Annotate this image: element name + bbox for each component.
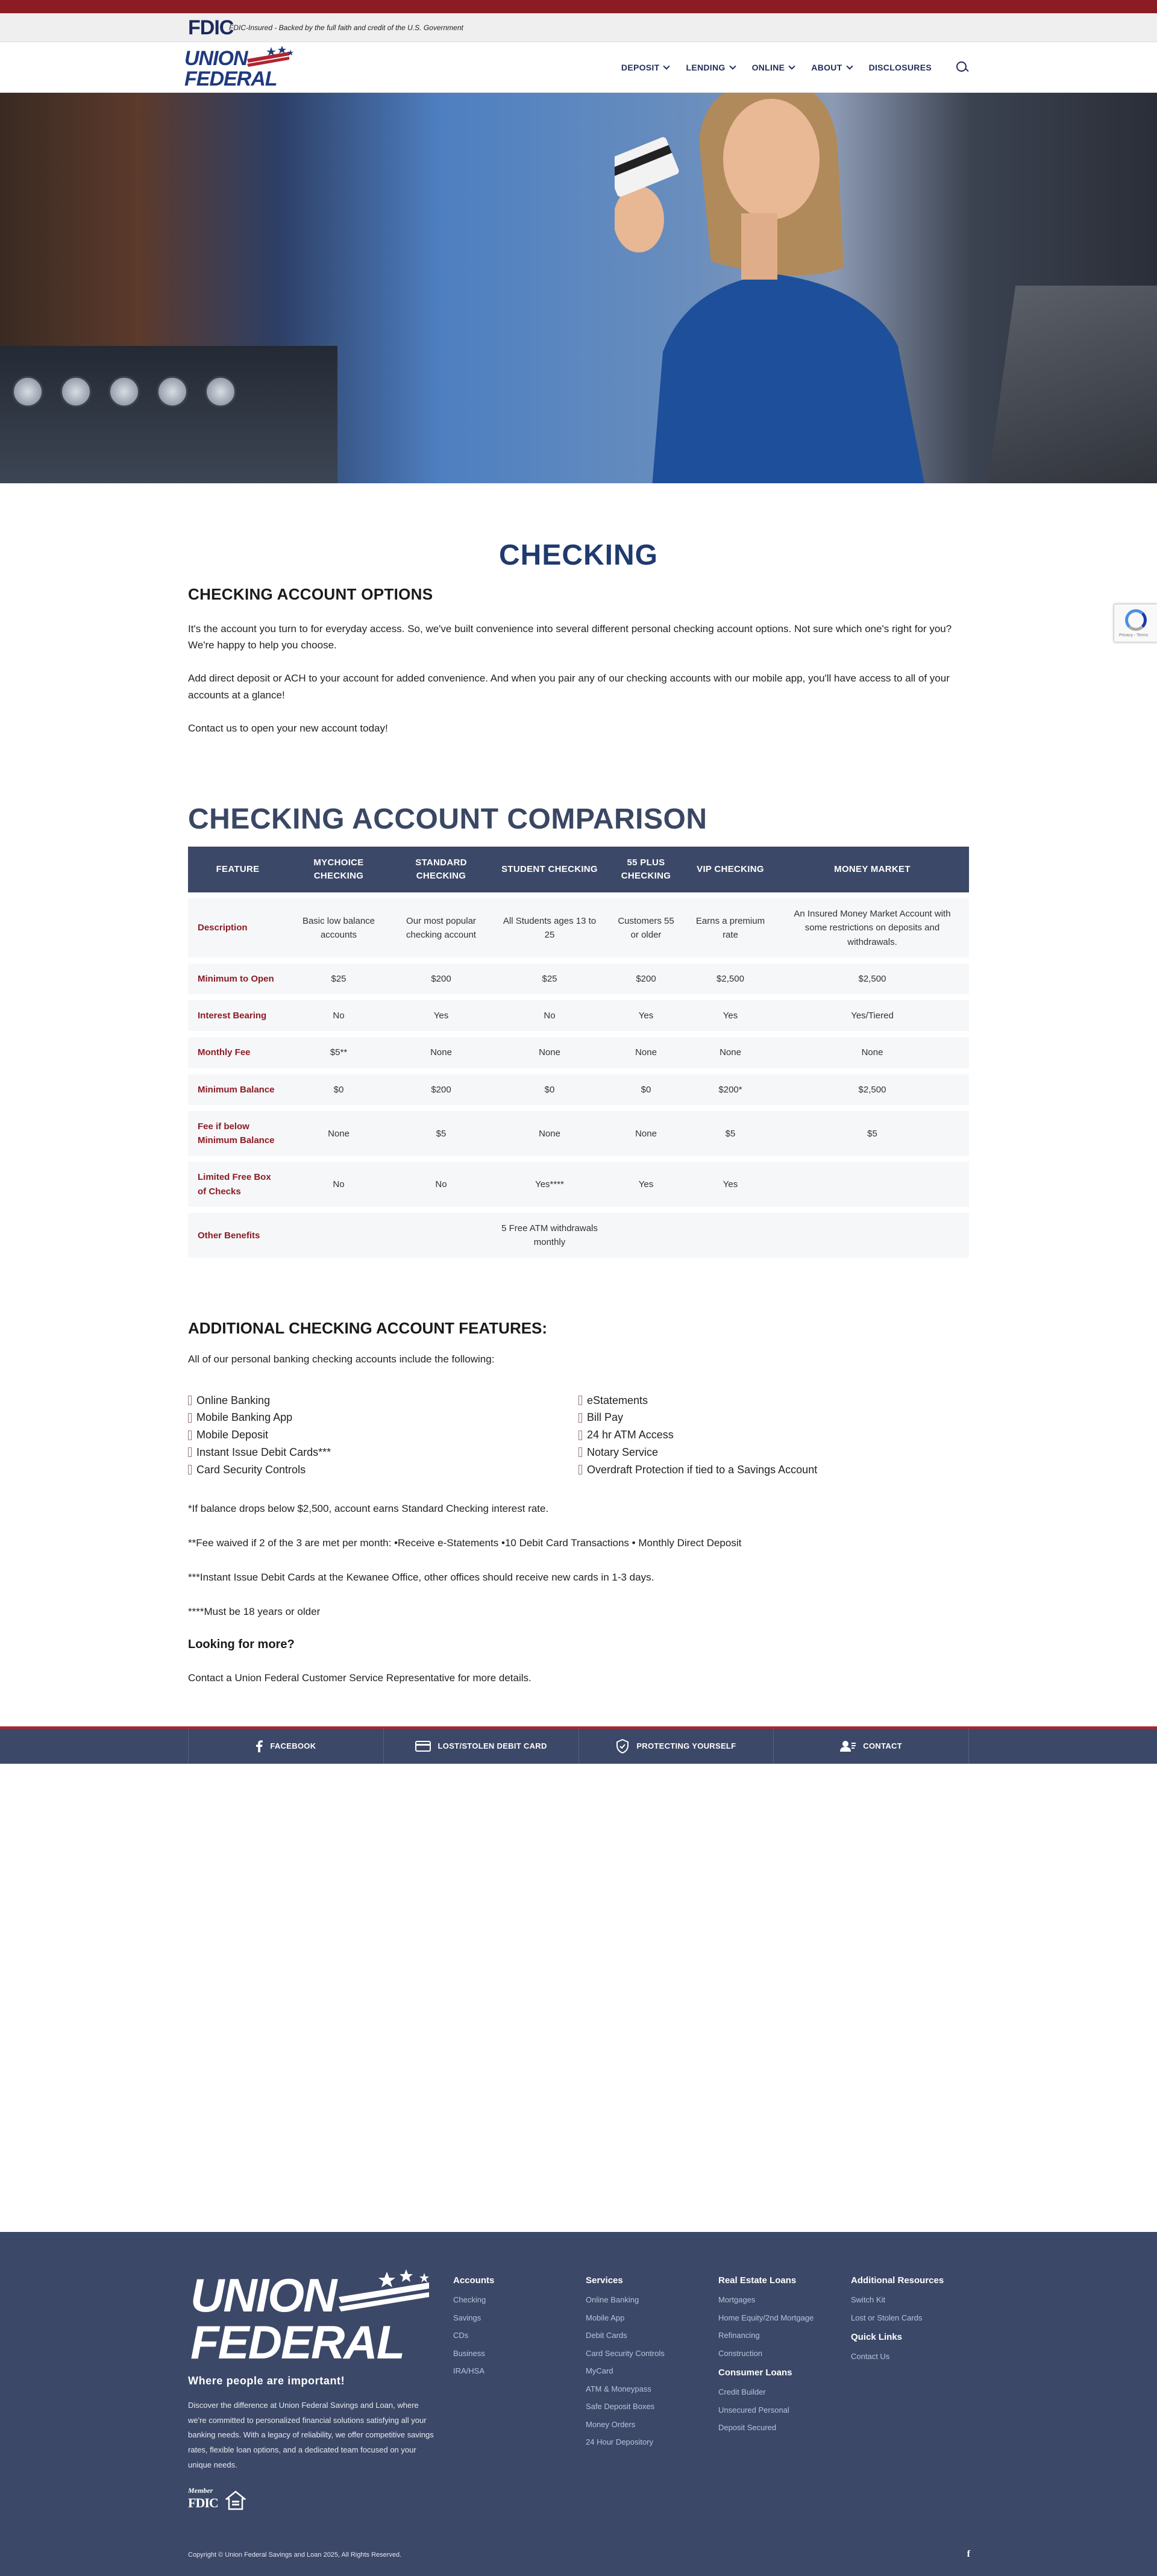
col-header: FEATURE bbox=[188, 847, 287, 892]
nav-label: ONLINE bbox=[751, 63, 785, 72]
table-cell: $5 bbox=[685, 1111, 776, 1156]
list-item-label: Mobile Banking App bbox=[196, 1411, 293, 1424]
table-cell: Earns a premium rate bbox=[685, 898, 776, 957]
list-item-label: eStatements bbox=[587, 1394, 648, 1406]
list-item-label: Overdraft Protection if tied to a Savings Account bbox=[587, 1463, 818, 1476]
list-item-label: 24 hr ATM Access bbox=[587, 1429, 674, 1441]
page-title: CHECKING bbox=[498, 539, 658, 571]
footer-link[interactable]: Unsecured Personal bbox=[718, 2405, 789, 2415]
table-cell: $5 bbox=[776, 1111, 969, 1156]
footer-link[interactable]: Savings bbox=[453, 2313, 481, 2322]
footer-links bbox=[851, 2351, 944, 2363]
footer-link[interactable]: 24 Hour Depository bbox=[586, 2437, 653, 2446]
fdic-logo: FDIC bbox=[188, 16, 234, 39]
table-cell: None bbox=[607, 1111, 685, 1156]
nav-deposit[interactable] bbox=[621, 63, 669, 72]
main-nav bbox=[604, 42, 969, 93]
intro-paragraph-3: Contact us to open your new account today! bbox=[188, 722, 388, 734]
footer-links bbox=[718, 2386, 814, 2434]
features-list bbox=[188, 1392, 969, 1479]
list-item bbox=[188, 1444, 578, 1461]
table-cell: Yes bbox=[685, 1000, 776, 1031]
table-cell: $5 bbox=[390, 1111, 492, 1156]
list-item bbox=[188, 1426, 578, 1444]
table-cell: Our most popular checking account bbox=[390, 898, 492, 957]
table-cell: Yes**** bbox=[492, 1162, 607, 1207]
footer-link[interactable]: CDs bbox=[453, 2331, 469, 2340]
col-header: MYCHOICE CHECKING bbox=[287, 847, 390, 892]
table-cell: $0 bbox=[492, 1074, 607, 1105]
list-item-label: Notary Service bbox=[587, 1446, 659, 1459]
table-row bbox=[188, 964, 969, 994]
options-heading: CHECKING ACCOUNT OPTIONS bbox=[188, 585, 433, 603]
list-item-label: Mobile Deposit bbox=[196, 1429, 269, 1441]
quick-link-label: LOST/STOLEN DEBIT CARD bbox=[437, 1741, 547, 1751]
table-cell: $2,500 bbox=[685, 964, 776, 994]
table-cell: 5 Free ATM withdrawals monthly bbox=[492, 1213, 607, 1258]
footer-col-services bbox=[586, 2275, 665, 2454]
list-item-label: Online Banking bbox=[196, 1394, 271, 1406]
footer-col-title: Additional Resources bbox=[851, 2275, 944, 2286]
quick-link-lost-card[interactable] bbox=[383, 1729, 578, 1764]
footer-tagline: Where people are important! bbox=[188, 2375, 345, 2387]
table-cell: None bbox=[287, 1111, 390, 1156]
bullet-icon bbox=[188, 1465, 192, 1474]
table-cell: None bbox=[492, 1037, 607, 1068]
table-cell: No bbox=[287, 1000, 390, 1031]
table-row bbox=[188, 1213, 969, 1258]
svg-text:FEDERAL: FEDERAL bbox=[190, 2316, 404, 2366]
table-cell: None bbox=[607, 1037, 685, 1068]
footer-links bbox=[453, 2294, 494, 2377]
facebook-icon[interactable]: f bbox=[967, 2549, 970, 2559]
shield-icon bbox=[616, 1739, 629, 1753]
footer-col-loans bbox=[718, 2275, 814, 2440]
table-cell: $2,500 bbox=[776, 1074, 969, 1105]
list-item bbox=[188, 1461, 578, 1479]
footer-link[interactable]: Card Security Controls bbox=[586, 2348, 665, 2358]
table-row bbox=[188, 1037, 969, 1068]
svg-text:FEDERAL: FEDERAL bbox=[184, 67, 277, 89]
list-item-label: Instant Issue Debit Cards*** bbox=[196, 1446, 331, 1459]
footer-links bbox=[586, 2294, 665, 2448]
row-label: Limited Free Box of Checks bbox=[188, 1162, 287, 1207]
kitchen-counter bbox=[0, 346, 337, 483]
footer-link[interactable]: Mortgages bbox=[718, 2295, 756, 2304]
col-header: 55 PLUS CHECKING bbox=[607, 847, 685, 892]
facebook-icon bbox=[256, 1740, 263, 1752]
row-label: Monthly Fee bbox=[188, 1037, 287, 1068]
table-cell: $25 bbox=[287, 964, 390, 994]
table-cell: $200 bbox=[390, 1074, 492, 1105]
svg-text:UNION: UNION bbox=[190, 2269, 336, 2322]
list-item bbox=[578, 1409, 969, 1426]
nav-disclosures[interactable] bbox=[869, 63, 932, 72]
footer-link[interactable]: Debit Cards bbox=[586, 2331, 627, 2340]
footer-link[interactable]: Safe Deposit Boxes bbox=[586, 2402, 655, 2411]
table-row bbox=[188, 1000, 969, 1031]
bullet-icon bbox=[578, 1447, 582, 1457]
chevron-down-icon bbox=[729, 63, 736, 69]
woman-with-card-illustration bbox=[615, 93, 952, 483]
footnote: *If balance drops below $2,500, account earns Standard Checking interest rate. bbox=[188, 1502, 549, 1514]
list-item bbox=[188, 1392, 578, 1409]
col-header: MONEY MARKET bbox=[776, 847, 969, 892]
table-cell: None bbox=[390, 1037, 492, 1068]
stove-knob bbox=[12, 376, 43, 407]
chevron-down-icon bbox=[663, 63, 670, 69]
footer-link[interactable]: Checking bbox=[453, 2295, 486, 2304]
table-cell: Yes/Tiered bbox=[776, 1000, 969, 1031]
card-icon bbox=[415, 1740, 431, 1752]
quick-link-facebook[interactable] bbox=[188, 1729, 383, 1764]
quick-link-label: FACEBOOK bbox=[270, 1741, 316, 1751]
features-left-list bbox=[188, 1392, 578, 1479]
footnotes bbox=[188, 1500, 969, 1620]
table-cell: Yes bbox=[685, 1162, 776, 1207]
nav-label: DEPOSIT bbox=[621, 63, 660, 72]
footer-link[interactable]: Mobile App bbox=[586, 2313, 625, 2322]
search-icon[interactable] bbox=[956, 61, 969, 74]
quick-link-protecting[interactable] bbox=[578, 1729, 774, 1764]
nav-lending[interactable] bbox=[686, 63, 735, 72]
comparison-header-row bbox=[188, 847, 969, 892]
footer-col-resources bbox=[851, 2275, 944, 2369]
table-cell: No bbox=[492, 1000, 607, 1031]
stove-knob bbox=[60, 376, 92, 407]
row-label: Minimum Balance bbox=[188, 1074, 287, 1105]
footer-col-title: Accounts bbox=[453, 2275, 495, 2286]
table-cell: $200 bbox=[607, 964, 685, 994]
nav-label: ABOUT bbox=[811, 63, 842, 72]
table-cell: Yes bbox=[390, 1000, 492, 1031]
col-header: STUDENT CHECKING bbox=[492, 847, 607, 892]
table-cell: $200 bbox=[390, 964, 492, 994]
main-content bbox=[0, 539, 1157, 1764]
stove-knob bbox=[157, 376, 188, 407]
table-cell bbox=[776, 1162, 969, 1207]
row-label: Other Benefits bbox=[188, 1213, 287, 1258]
recaptcha-text: Privacy - Terms bbox=[1119, 633, 1149, 638]
table-row bbox=[188, 898, 969, 957]
svg-text:UNION: UNION bbox=[184, 47, 248, 70]
table-cell: None bbox=[776, 1037, 969, 1068]
quick-link-label: CONTACT bbox=[863, 1741, 902, 1751]
list-item bbox=[578, 1426, 969, 1444]
table-cell: Yes bbox=[607, 1162, 685, 1207]
site-footer bbox=[0, 2232, 1157, 2576]
footer-description: Discover the difference at Union Federal Savings and Loan, where we're committed to personalized financial solutions satisfying all your banking needs. With a legacy of reliability, we offer competitive savings rates, flexible loan options, and a dedicated team focused on your unique needs. bbox=[188, 2401, 434, 2469]
row-label: Description bbox=[188, 898, 287, 957]
bullet-icon bbox=[188, 1447, 192, 1457]
stove-knob bbox=[205, 376, 236, 407]
chevron-down-icon bbox=[789, 63, 795, 69]
member-fdic-logo: Member FDIC bbox=[188, 2486, 218, 2510]
chevron-down-icon bbox=[846, 63, 853, 69]
list-item-label: Card Security Controls bbox=[196, 1463, 306, 1476]
footer-col-accounts bbox=[453, 2275, 494, 2383]
footer-links bbox=[851, 2294, 944, 2324]
table-cell bbox=[776, 1213, 969, 1258]
union-federal-logo[interactable] bbox=[181, 46, 295, 89]
nav-online[interactable] bbox=[752, 63, 795, 72]
features-right-list bbox=[578, 1392, 969, 1479]
footer-link[interactable]: MyCard bbox=[586, 2366, 613, 2375]
table-row bbox=[188, 1162, 969, 1207]
stove-knob bbox=[108, 376, 140, 407]
nav-about[interactable] bbox=[811, 63, 851, 72]
footer-link[interactable]: Deposit Secured bbox=[718, 2423, 777, 2432]
table-row bbox=[188, 1111, 969, 1156]
list-item bbox=[578, 1444, 969, 1461]
member-fdic bbox=[188, 2486, 246, 2511]
more-text: Contact a Union Federal Customer Service Representative for more details. bbox=[188, 1672, 531, 1684]
row-label: Interest Bearing bbox=[188, 1000, 287, 1031]
quick-links-bar bbox=[0, 1726, 1157, 1764]
table-cell: $25 bbox=[492, 964, 607, 994]
list-item bbox=[578, 1392, 969, 1409]
quick-link-contact[interactable] bbox=[773, 1729, 969, 1764]
site-header bbox=[0, 42, 1157, 93]
footnote: **Fee waived if 2 of the 3 are met per month: •Receive e-Statements •10 Debit Card Transactions • Monthly Direct Deposit bbox=[188, 1537, 742, 1549]
table-cell: Customers 55 or older bbox=[607, 898, 685, 957]
features-intro: All of our personal banking checking accounts include the following: bbox=[188, 1353, 495, 1365]
nav-label: DISCLOSURES bbox=[868, 63, 932, 72]
table-cell: $0 bbox=[287, 1074, 390, 1105]
footer-link[interactable]: Lost or Stolen Cards bbox=[851, 2313, 923, 2322]
bullet-icon bbox=[188, 1413, 192, 1423]
table-cell bbox=[685, 1213, 776, 1258]
contact-icon bbox=[840, 1740, 856, 1752]
footer-link[interactable]: Money Orders bbox=[586, 2419, 636, 2429]
footer-link[interactable]: Credit Builder bbox=[718, 2387, 766, 2396]
table-cell bbox=[607, 1213, 685, 1258]
table-cell: An Insured Money Market Account with some restrictions on deposits and withdrawals. bbox=[776, 898, 969, 957]
footer-col-title: Consumer Loans bbox=[718, 2368, 792, 2378]
bullet-icon bbox=[188, 1431, 192, 1440]
equal-housing-icon bbox=[225, 2490, 246, 2511]
fdic-banner bbox=[0, 13, 1157, 42]
comparison-body bbox=[188, 898, 969, 1258]
col-header: STANDARD CHECKING bbox=[390, 847, 492, 892]
footer-link[interactable]: Online Banking bbox=[586, 2295, 639, 2304]
bullet-icon bbox=[578, 1431, 582, 1440]
top-accent-bar bbox=[0, 0, 1157, 13]
bullet-icon bbox=[578, 1465, 582, 1474]
intro-paragraph-2: Add direct deposit or ACH to your account for added convenience. And when you pair any of our checking accounts with our mobile app, you'll have access to all of your accounts at a glance! bbox=[188, 672, 950, 701]
footer-brand bbox=[188, 2269, 441, 2472]
footer-col-title: Services bbox=[586, 2275, 623, 2286]
footer-logo[interactable] bbox=[188, 2269, 441, 2366]
comparison-table bbox=[188, 841, 969, 1264]
table-cell: No bbox=[390, 1162, 492, 1207]
footer-link[interactable]: Contact Us bbox=[851, 2352, 890, 2361]
table-cell: Yes bbox=[607, 1000, 685, 1031]
table-cell bbox=[390, 1213, 492, 1258]
fdic-text: FDIC-Insured - Backed by the full faith and credit of the U.S. Government bbox=[229, 24, 463, 32]
table-cell: None bbox=[492, 1111, 607, 1156]
table-cell: $5** bbox=[287, 1037, 390, 1068]
table-cell bbox=[287, 1213, 390, 1258]
footer-link[interactable]: Business bbox=[453, 2348, 485, 2358]
footnote: ****Must be 18 years or older bbox=[188, 1606, 321, 1618]
bullet-icon bbox=[578, 1413, 582, 1423]
footer-link[interactable]: Switch Kit bbox=[851, 2295, 886, 2304]
bullet-icon bbox=[578, 1396, 582, 1405]
table-cell: Basic low balance accounts bbox=[287, 898, 390, 957]
nav-label: LENDING bbox=[686, 63, 726, 72]
footer-links bbox=[718, 2294, 814, 2359]
list-item-label: Bill Pay bbox=[587, 1411, 624, 1424]
more-heading: Looking for more? bbox=[188, 1638, 295, 1652]
footer-link[interactable]: IRA/HSA bbox=[453, 2366, 485, 2375]
col-header: VIP CHECKING bbox=[685, 847, 776, 892]
laptop bbox=[985, 286, 1157, 483]
list-item bbox=[578, 1461, 969, 1479]
table-row bbox=[188, 1074, 969, 1105]
table-cell: $200* bbox=[685, 1074, 776, 1105]
footnote: ***Instant Issue Debit Cards at the Kewanee Office, other offices should receive new cards in 1-3 days. bbox=[188, 1571, 654, 1583]
row-label: Minimum to Open bbox=[188, 964, 287, 994]
footer-col-title: Real Estate Loans bbox=[718, 2275, 797, 2286]
comparison-heading: CHECKING ACCOUNT COMPARISON bbox=[188, 803, 707, 835]
hero-image bbox=[0, 93, 1157, 483]
footer-link[interactable]: ATM & Moneypass bbox=[586, 2384, 651, 2393]
copyright: Copyright © Union Federal Savings and Loan 2025, All Rights Reserved. bbox=[188, 2551, 402, 2559]
table-cell: No bbox=[287, 1162, 390, 1207]
list-item bbox=[188, 1409, 578, 1426]
intro-paragraph-1: It's the account you turn to for everyday access. So, we've built convenience into several different personal checking account options. Not sure which one's right for you? We're happy to help you choose. bbox=[188, 623, 952, 651]
features-heading: ADDITIONAL CHECKING ACCOUNT FEATURES: bbox=[188, 1319, 548, 1338]
footer-col-title: Quick Links bbox=[851, 2332, 903, 2342]
footer-link[interactable]: Construction bbox=[718, 2348, 762, 2358]
table-cell: $0 bbox=[607, 1074, 685, 1105]
footer-link[interactable]: Refinancing bbox=[718, 2331, 760, 2340]
table-cell: None bbox=[685, 1037, 776, 1068]
row-label: Fee if below Minimum Balance bbox=[188, 1111, 287, 1156]
quick-link-label: PROTECTING YOURSELF bbox=[636, 1741, 736, 1751]
table-cell: All Students ages 13 to 25 bbox=[492, 898, 607, 957]
bullet-icon bbox=[188, 1396, 192, 1405]
footer-link[interactable]: Home Equity/2nd Mortgage bbox=[718, 2313, 814, 2322]
table-cell: $2,500 bbox=[776, 964, 969, 994]
